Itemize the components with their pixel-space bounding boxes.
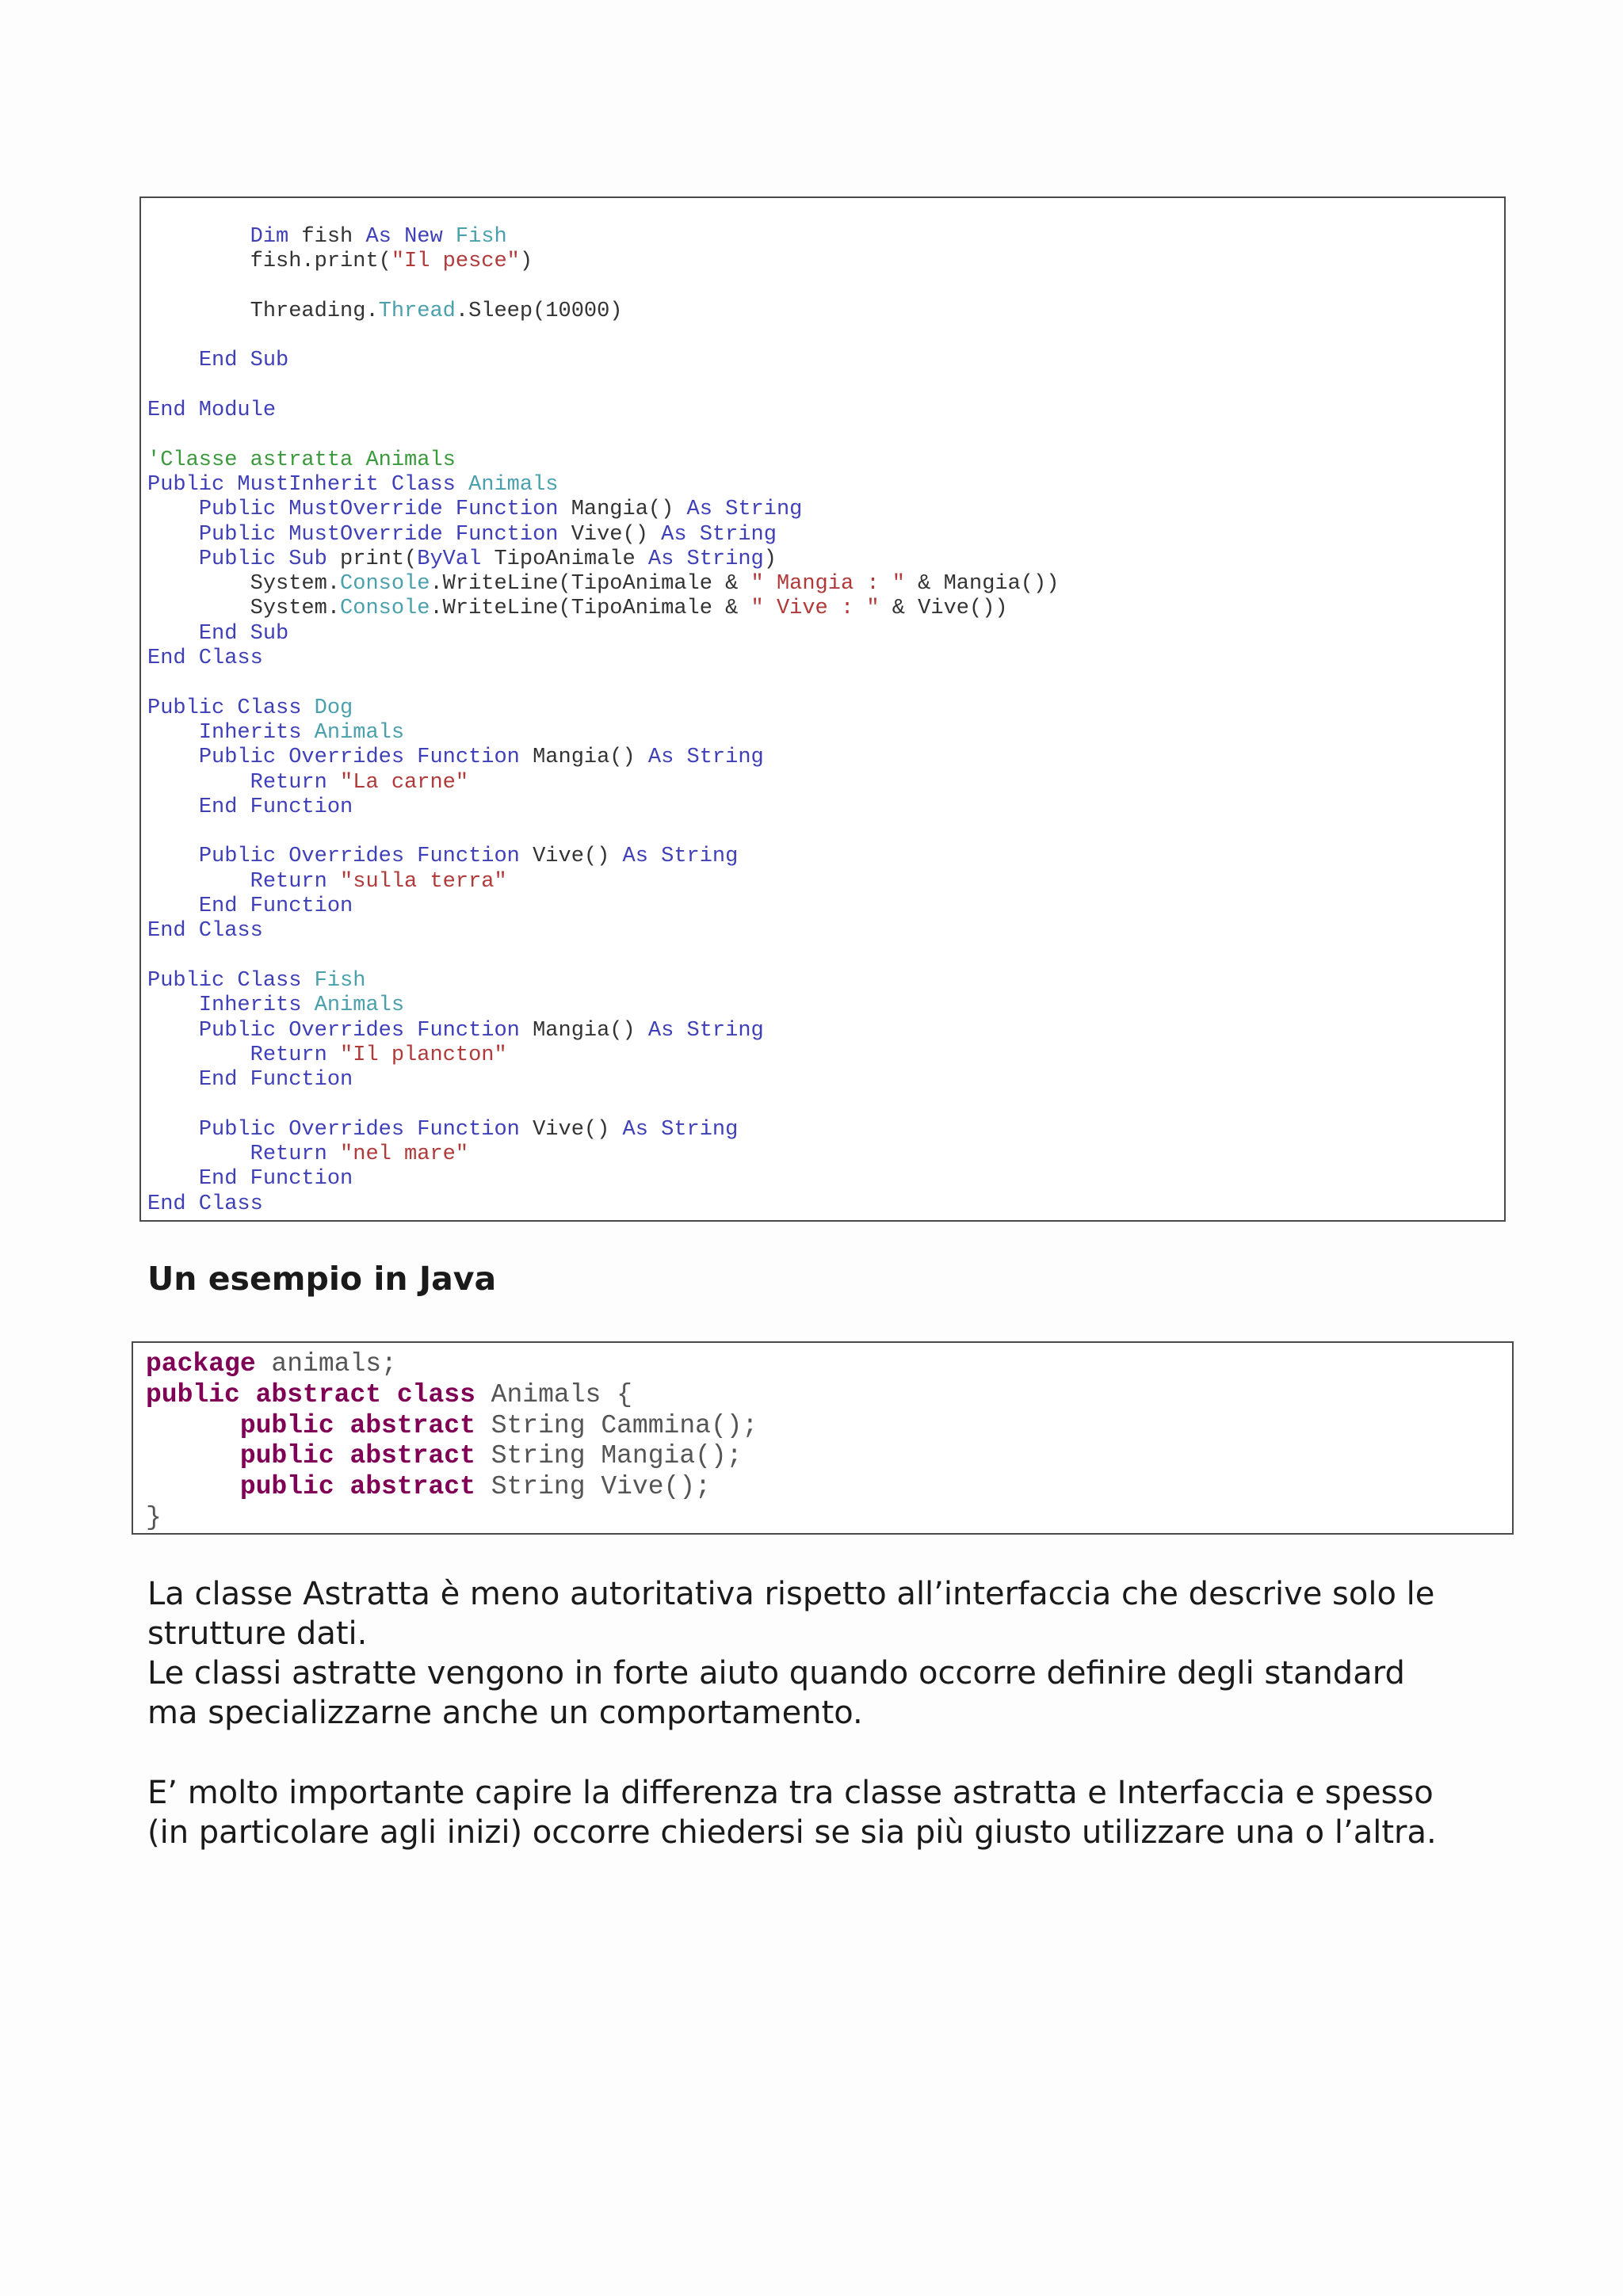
code-line: [147, 275, 1059, 299]
code-token: Animals: [314, 720, 405, 745]
code-token: public abstract: [239, 1472, 475, 1502]
code-token: End Class: [147, 646, 263, 671]
code-token: [147, 225, 250, 249]
code-token: public abstract: [239, 1441, 475, 1471]
code-token: Dim: [250, 225, 289, 249]
code-token: animals;: [255, 1349, 397, 1379]
code-token: Animals: [468, 472, 559, 497]
code-token: Return: [250, 1043, 327, 1067]
code-token: Public Overrides Function: [198, 845, 520, 869]
code-token: & Vive()): [879, 597, 1008, 621]
code-token: public abstract: [239, 1410, 475, 1440]
code-token: String Vive();: [475, 1472, 711, 1502]
code-line: [147, 1118, 1059, 1142]
code-token: "Il pesce": [391, 250, 520, 274]
code-line: [147, 622, 1059, 646]
code-line: [147, 1093, 1059, 1117]
code-token: Animals {: [475, 1379, 632, 1409]
code-token: fish: [288, 225, 366, 249]
code-token: " Vive : ": [750, 597, 880, 621]
code-line: [147, 1043, 1059, 1068]
vb-code: [147, 225, 1059, 1217]
code-token: [146, 1411, 240, 1440]
code-token: [327, 1142, 340, 1166]
code-token: fish.print(: [147, 250, 391, 274]
code-token: [147, 771, 250, 795]
code-line: [147, 473, 1059, 498]
code-line: [146, 1472, 758, 1503]
code-token: [147, 1068, 199, 1092]
code-line: [147, 1192, 1059, 1217]
code-token: [327, 1043, 340, 1067]
paragraph-line: (in particolare agli inizi) occorre chiedersi se sia più giusto utilizzare una o l’altra.: [147, 1814, 1437, 1851]
code-token: TipoAnimale: [481, 547, 648, 571]
code-line: [147, 547, 1059, 572]
code-line: [146, 1380, 758, 1411]
code-line: [146, 1349, 758, 1380]
code-token: System.: [147, 572, 341, 597]
code-token: Inherits: [198, 720, 302, 745]
code-token: End Sub: [198, 621, 289, 646]
code-line: [147, 870, 1059, 894]
code-line: [147, 919, 1059, 944]
code-token: [147, 349, 199, 372]
code-token: Public MustOverride Function: [198, 522, 559, 547]
code-line: [147, 969, 1059, 994]
code-token: Public Sub: [198, 547, 327, 571]
code-token: End Class: [147, 919, 263, 944]
vb-code-block: [139, 196, 1506, 1222]
code-token: .Sleep(10000): [455, 299, 623, 323]
code-line: [147, 572, 1059, 597]
code-line: [147, 771, 1059, 795]
code-token: "nel mare": [340, 1142, 469, 1166]
code-token: [147, 1019, 199, 1043]
code-token: Dog: [314, 696, 353, 720]
code-token: Fish: [455, 225, 507, 249]
paragraph-line: Le classi astratte vengono in forte aiuto quando occorre definire degli standard: [147, 1655, 1405, 1691]
code-token: [147, 870, 250, 894]
code-token: Mangia(): [519, 746, 648, 770]
paragraph-line: La classe Astratta è meno autoritativa rispetto all’interfaccia che descrive solo le: [147, 1576, 1435, 1612]
code-line: [147, 423, 1059, 448]
code-token: print(: [327, 547, 418, 571]
code-token: Public MustInherit Class: [147, 472, 456, 497]
code-token: As String: [661, 522, 777, 547]
paragraph-line: ma specializzarne anche un comportamento.: [147, 1695, 863, 1731]
code-token: [456, 473, 468, 497]
code-line: [147, 746, 1059, 770]
code-token: [147, 1043, 250, 1067]
code-line: [147, 994, 1059, 1018]
code-token: Public Class: [147, 696, 302, 720]
code-token: Animals: [314, 994, 405, 1018]
paragraph-line: E’ molto importante capire la differenza tra classe astratta e Interfaccia e spesso: [147, 1775, 1434, 1811]
code-token: End Sub: [198, 349, 289, 373]
code-line: [147, 1167, 1059, 1192]
code-token: ): [763, 547, 777, 571]
code-line: [147, 225, 1059, 250]
code-token: Return: [250, 869, 327, 894]
java-code: [146, 1349, 758, 1534]
code-line: [146, 1503, 758, 1534]
code-token: 'Classe astratta Animals: [147, 448, 456, 472]
code-token: package: [146, 1349, 256, 1379]
code-line: [147, 374, 1059, 399]
code-token: Public Class: [147, 968, 302, 993]
code-line: [147, 820, 1059, 845]
code-token: [327, 771, 340, 795]
code-line: [147, 399, 1059, 423]
code-token: Vive(): [519, 1117, 623, 1142]
code-token: public abstract class: [146, 1379, 475, 1409]
code-token: As: [365, 225, 391, 249]
code-token: End Function: [198, 1167, 353, 1192]
code-token: "Il plancton": [340, 1043, 507, 1067]
code-token: As String: [647, 746, 764, 770]
code-token: "La carne": [340, 770, 469, 795]
code-token: Vive(): [519, 845, 623, 869]
code-token: End Function: [198, 1068, 353, 1093]
code-line: [147, 448, 1059, 473]
code-token: [327, 870, 340, 894]
code-token: System.: [147, 597, 341, 621]
code-token: End Module: [147, 399, 277, 423]
code-token: Console: [340, 597, 430, 621]
code-line: [147, 944, 1059, 969]
code-token: & Mangia()): [904, 572, 1060, 597]
code-line: [147, 349, 1059, 373]
code-token: [147, 622, 199, 646]
code-line: [147, 597, 1059, 621]
code-token: Mangia(): [558, 498, 687, 522]
code-token: Thread: [378, 299, 456, 323]
paragraph-difference: [147, 1773, 1526, 1852]
code-line: [147, 1068, 1059, 1093]
code-token: [147, 498, 199, 521]
code-line: [146, 1411, 758, 1442]
code-token: Return: [250, 770, 327, 795]
code-token: [146, 1472, 240, 1501]
code-token: Public Overrides Function: [198, 1117, 520, 1142]
code-token: [301, 721, 314, 745]
code-line: [147, 894, 1059, 919]
code-line: [147, 1142, 1059, 1167]
code-token: [391, 225, 404, 249]
code-token: End Function: [198, 795, 353, 819]
code-token: Fish: [314, 968, 366, 993]
code-token: Inherits: [198, 994, 302, 1018]
code-line: [147, 696, 1059, 721]
code-token: .WriteLine(TipoAnimale &: [430, 572, 751, 597]
code-token: [147, 721, 199, 745]
java-example-heading: Un esempio in Java: [147, 1260, 497, 1298]
code-line: [147, 299, 1059, 324]
code-token: " Mangia : ": [750, 572, 905, 597]
code-token: .WriteLine(TipoAnimale &: [430, 597, 751, 621]
code-token: String Mangia();: [475, 1441, 743, 1471]
code-token: [147, 845, 199, 868]
code-token: Public Overrides Function: [198, 746, 520, 770]
code-token: [301, 969, 314, 993]
code-token: Public Overrides Function: [198, 1018, 520, 1043]
code-token: [147, 1142, 250, 1166]
code-token: As String: [647, 547, 764, 571]
paragraph-line: strutture dati.: [147, 1615, 368, 1652]
code-token: [147, 746, 199, 769]
code-line: [146, 1441, 758, 1472]
code-token: [147, 894, 199, 918]
code-line: [147, 250, 1059, 274]
code-line: [147, 498, 1059, 522]
code-line: [147, 671, 1059, 696]
code-token: Threading.: [147, 299, 379, 323]
code-token: As String: [686, 498, 803, 522]
code-token: Vive(): [558, 522, 662, 547]
code-token: [147, 994, 199, 1017]
code-token: Console: [340, 572, 430, 597]
code-token: As String: [622, 1117, 739, 1142]
code-line: [147, 523, 1059, 547]
code-token: [147, 547, 199, 571]
code-token: [146, 1441, 240, 1470]
code-token: String Cammina();: [475, 1410, 758, 1440]
paragraph-abstract-class: [147, 1574, 1526, 1733]
code-token: End Class: [147, 1192, 263, 1216]
code-line: [147, 795, 1059, 820]
code-token: [147, 1167, 199, 1191]
code-token: }: [146, 1502, 162, 1532]
code-token: [301, 994, 314, 1017]
code-token: [147, 795, 199, 819]
code-token: [147, 523, 199, 547]
code-token: ): [519, 250, 533, 274]
code-token: [443, 225, 456, 249]
code-line: [147, 646, 1059, 671]
code-line: [147, 324, 1059, 349]
code-line: [147, 1019, 1059, 1043]
code-token: End Function: [198, 894, 353, 919]
code-token: Return: [250, 1142, 327, 1166]
code-line: [147, 721, 1059, 746]
code-token: Public MustOverride Function: [198, 498, 559, 522]
code-token: As String: [622, 845, 739, 869]
code-token: [301, 696, 314, 720]
code-token: Mangia(): [519, 1018, 648, 1043]
java-code-block: [132, 1341, 1514, 1535]
code-token: As String: [647, 1018, 764, 1043]
code-token: "sulla terra": [340, 869, 507, 894]
code-token: ByVal: [417, 547, 482, 571]
code-token: New: [404, 225, 443, 249]
code-line: [147, 845, 1059, 869]
code-token: [147, 1118, 199, 1142]
